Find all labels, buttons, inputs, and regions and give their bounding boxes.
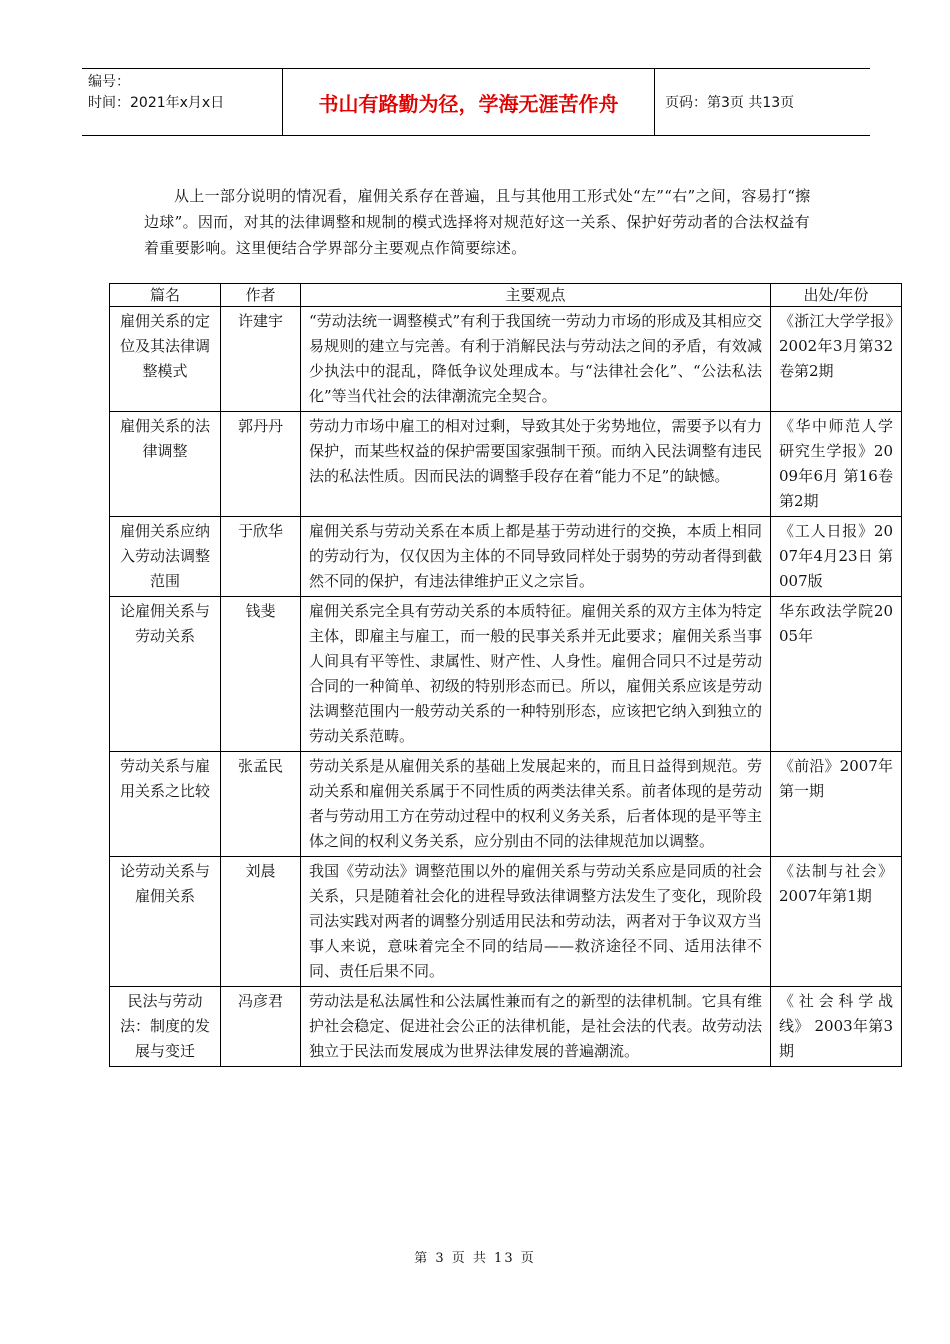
cell-author: 钱斐 [221, 597, 301, 752]
cell-source: 《浙江大学学报》2002年3月第32卷第2期 [771, 307, 902, 412]
table-row [110, 857, 902, 987]
cell-source: 华东政法学院2005年 [771, 597, 902, 752]
table-row [110, 307, 902, 412]
header-number-label: 编号： [88, 74, 130, 90]
header-view: 主要观点 [301, 284, 771, 307]
table-row [110, 597, 902, 752]
header-meta [82, 69, 282, 135]
header-source: 出处/年份 [771, 284, 902, 307]
cell-title: 雇佣关系的法律调整 [110, 412, 221, 517]
cell-view: 雇佣关系完全具有劳动关系的本质特征。雇佣关系的双方主体为特定主体，即雇主与雇工，而一般的民事关系并无此要求；雇佣关系当事人间具有平等性、隶属性、财产性、人身性。雇佣合同只不过是劳动合同的一种简单、初级的特别形态而已。所以，雇佣关系应该是劳动法调整范围内一般劳动关系的一种特别形态，应该把它纳入到独立的劳动关系范畴。 [301, 597, 771, 752]
cell-title: 民法与劳动法：制度的发展与变迁 [110, 987, 221, 1067]
header-title: 篇名 [110, 284, 221, 307]
page-header [82, 68, 870, 136]
cell-view: 劳动力市场中雇工的相对过剩，导致其处于劣势地位，需要予以有力保护，而某些权益的保护需要国家强制干预。而纳入民法调整有违民法的私法性质。因而民法的调整手段存在着“能力不足”的缺憾。 [301, 412, 771, 517]
table-row [110, 752, 902, 857]
cell-source: 《工人日报》2007年4月23日 第007版 [771, 517, 902, 597]
cell-view: 雇佣关系与劳动关系在本质上都是基于劳动进行的交换，本质上相同的劳动行为，仅仅因为主体的不同导致同样处于弱势的劳动者得到截然不同的保护，有违法律维护正义之宗旨。 [301, 517, 771, 597]
literature-table [109, 283, 902, 1067]
header-slogan: 书山有路勤为径，学海无涯苦作舟 [282, 69, 655, 135]
cell-view: “劳动法统一调整模式”有利于我国统一劳动力市场的形成及其相应交易规则的建立与完善。有利于消解民法与劳动法之间的矛盾，有效减少执法中的混乱，降低争议处理成本。与“法律社会化”、“公法私法化”等当代社会的法律潮流完全契合。 [301, 307, 771, 412]
table-row [110, 987, 902, 1067]
cell-author: 郭丹丹 [221, 412, 301, 517]
cell-source: 《法制与社会》2007年第1期 [771, 857, 902, 987]
header-time-label: 时间：2021年x月x日 [88, 95, 225, 111]
cell-view: 我国《劳动法》调整范围以外的雇佣关系与劳动关系应是同质的社会关系，只是随着社会化的进程导致法律调整方法发生了变化，现阶段司法实践对两者的调整分别适用民法和劳动法，两者对于争议双方当事人来说，意味着完全不同的结局——救济途径不同、适用法律不同、责任后果不同。 [301, 857, 771, 987]
cell-title: 劳动关系与雇用关系之比较 [110, 752, 221, 857]
header-page-info: 页码：第3页 共13页 [665, 95, 795, 111]
cell-title: 雇佣关系应纳入劳动法调整范围 [110, 517, 221, 597]
cell-author: 张孟民 [221, 752, 301, 857]
table-header-row [110, 284, 902, 307]
cell-title: 论劳动关系与雇佣关系 [110, 857, 221, 987]
page-footer: 第 3 页 共 13 页 [414, 1251, 536, 1266]
cell-title: 论雇佣关系与劳动关系 [110, 597, 221, 752]
intro-paragraph: 从上一部分说明的情况看，雇佣关系存在普遍，且与其他用工形式处“左”“右”之间，容易打“擦边球”。因而，对其的法律调整和规制的模式选择将对规范好这一关系、保护好劳动者的合法权益有着重要影响。这里便结合学界部分主要观点作简要综述。 [144, 187, 811, 257]
header-author: 作者 [221, 284, 301, 307]
cell-title: 雇佣关系的定位及其法律调整模式 [110, 307, 221, 412]
cell-view: 劳动关系是从雇佣关系的基础上发展起来的，而且日益得到规范。劳动关系和雇佣关系属于不同性质的两类法律关系。前者体现的是劳动者与劳动用工方在劳动过程中的权利义务关系，后者体现的是平等主体之间的权利义务关系，应分别由不同的法律规范加以调整。 [301, 752, 771, 857]
table-row [110, 517, 902, 597]
cell-source: 《华中师范人学研究生学报》2009年6月 第16卷第2期 [771, 412, 902, 517]
cell-view: 劳动法是私法属性和公法属性兼而有之的新型的法律机制。它具有维护社会稳定、促进社会公正的法律机能，是社会法的代表。故劳动法独立于民法而发展成为世界法律发展的普遍潮流。 [301, 987, 771, 1067]
cell-author: 于欣华 [221, 517, 301, 597]
cell-source: 《社会科学战线》 2003年第3期 [771, 987, 902, 1067]
cell-author: 许建宇 [221, 307, 301, 412]
cell-source: 《前沿》2007年第一期 [771, 752, 902, 857]
table-row [110, 412, 902, 517]
cell-author: 刘晨 [221, 857, 301, 987]
cell-author: 冯彦君 [221, 987, 301, 1067]
